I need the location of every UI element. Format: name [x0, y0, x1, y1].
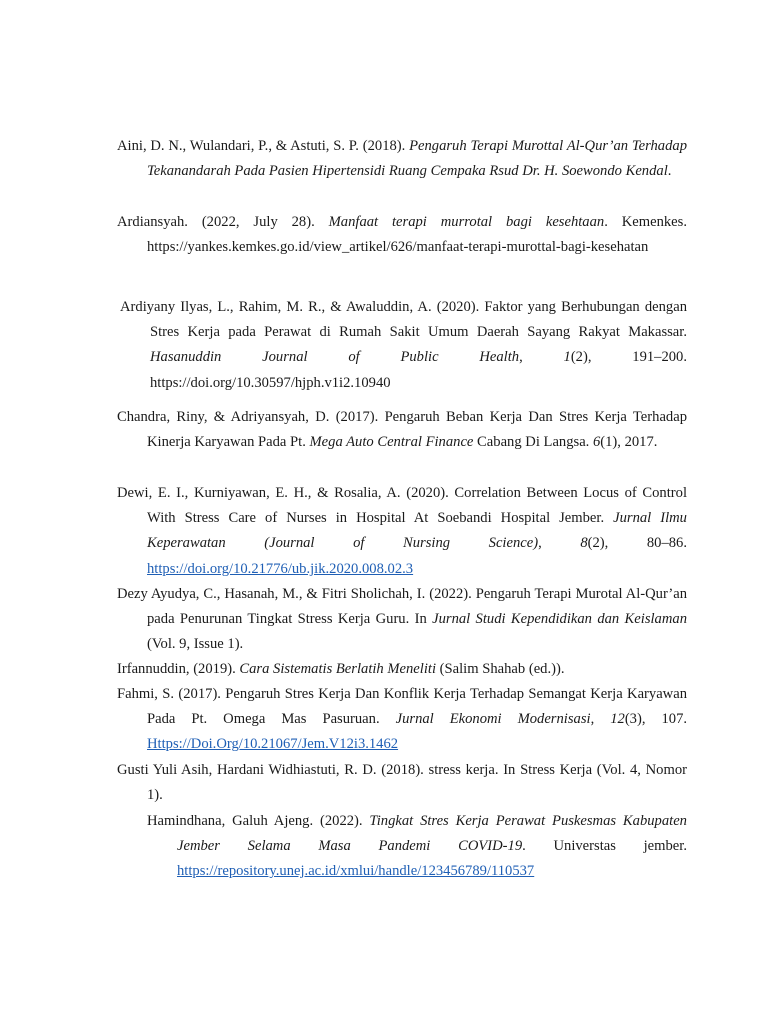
ref-tail: . Kemenkes. https://yankes.kemkes.go.id/view_artikel/626/manfaat-terapi-murottal-bagi-kesehatan — [147, 214, 687, 256]
ref-authors: Irfannuddin, (2019). — [117, 661, 240, 677]
reference-entry — [117, 758, 687, 808]
ref-tail: , — [590, 711, 611, 728]
ref-volume: 12 — [610, 711, 625, 728]
ref-tail: (Vol. 9, Issue 1). — [147, 636, 244, 653]
ref-volume: 6 — [592, 434, 601, 451]
ref-authors: Gusti Yuli Asih, Hardani Widhiastuti, R. D. (2018). stress kerja. In Stress Kerja (Vol. 4, Nomor 1). — [117, 762, 687, 804]
ref-authors: Ardiansyah. (2022, July 28). — [117, 214, 329, 230]
reference-entry — [117, 657, 687, 682]
doi-link[interactable]: https://doi.org/10.21776/ub.jik.2020.008.02.3 — [147, 560, 414, 577]
ref-pages: (1), 2017. — [600, 434, 658, 451]
ref-authors: Hamindhana, Galuh Ajeng. (2022). — [147, 813, 370, 829]
ref-volume: 8 — [580, 535, 588, 552]
ref-tail: . — [667, 163, 672, 180]
ref-title: Mega Auto Central Finance — [309, 434, 474, 451]
ref-title: Manfaat terapi murrotal bagi kesehtaan — [328, 214, 605, 230]
ref-title: Cara Sistematis Berlatih Meneliti — [239, 661, 437, 677]
ref-pages: (3), 107. — [624, 711, 688, 728]
ref-pages: (2), 191–200. https://doi.org/10.30597/hjph.v1i2.10940 — [150, 349, 687, 391]
doi-link[interactable]: Https://Doi.Org/10.21067/Jem.V12i3.1462 — [147, 736, 399, 753]
reference-entry — [117, 134, 687, 184]
ref-tail: . Universtas jember. — [522, 838, 687, 855]
ref-journal: Jurnal Ilmu Keperawatan (Journal of Nursing Science) — [147, 510, 687, 552]
reference-entry — [117, 405, 687, 455]
ref-pages: (2), 80–86. — [587, 535, 687, 552]
ref-journal: Hasanuddin Journal of Public Health — [150, 349, 520, 366]
ref-tail: , — [519, 349, 564, 366]
repository-link[interactable]: https://repository.unej.ac.id/xmlui/handle/123456789/110537 — [177, 863, 535, 880]
ref-title: Tingkat Stres Kerja Perawat Puskesmas Kabupaten Jember Selama Masa Pandemi COVID-19 — [177, 813, 687, 855]
ref-authors: Ardiyany Ilyas, L., Rahim, M. R., & Awaluddin, A. (2020). Faktor yang Berhubungan dengan Stres Kerja pada Perawat di Rumah Sakit Umum Daerah Sayang Rakyat Makassar. — [120, 299, 687, 341]
reference-entry — [117, 481, 687, 582]
ref-authors: Dewi, E. I., Kurniyawan, E. H., & Rosalia, A. (2020). Correlation Between Locus of Control With Stress Care of Nurses in Hospital At Soebandi Hospital Jember. — [117, 485, 687, 527]
ref-authors: Chandra, Riny, & Adriyansyah, D. (2017). Pengaruh Beban Kerja Dan Stres Kerja Terhadap Kinerja Karyawan Pada Pt. — [117, 409, 687, 451]
reference-entry — [120, 295, 687, 396]
reference-entry — [117, 210, 687, 260]
ref-title: Pengaruh Terapi Murottal Al-Qur’an Terhadap Tekanandarah Pada Pasien Hipertensidi Ruang Cempaka Rsud Dr. H. Soewondo Kendal — [147, 138, 687, 180]
ref-volume: 1 — [563, 349, 571, 366]
ref-authors: Dezy Ayudya, C., Hasanah, M., & Fitri Sholichah, I. (2022). Pengaruh Terapi Murotal Al-Qur’an pada Penurunan Tingkat Stress Kerja Guru. In — [117, 586, 687, 628]
ref-tail: Cabang Di Langsa. — [473, 434, 593, 451]
ref-journal: Jurnal Studi Kependidikan dan Keislaman — [432, 611, 687, 628]
ref-journal: Jurnal Ekonomi Modernisasi — [395, 711, 591, 728]
reference-entry — [117, 582, 687, 658]
reference-entry — [117, 682, 687, 758]
ref-authors: Aini, D. N., Wulandari, P., & Astuti, S. P. (2018). — [117, 138, 410, 154]
reference-entry — [147, 809, 687, 885]
ref-tail: (Salim Shahab (ed.)). — [436, 661, 565, 677]
ref-authors: Fahmi, S. (2017). Pengaruh Stres Kerja Dan Konflik Kerja Terhadap Semangat Kerja Karyawan Pada Pt. Omega Mas Pasuruan. — [117, 686, 687, 728]
ref-tail: , — [538, 535, 581, 552]
